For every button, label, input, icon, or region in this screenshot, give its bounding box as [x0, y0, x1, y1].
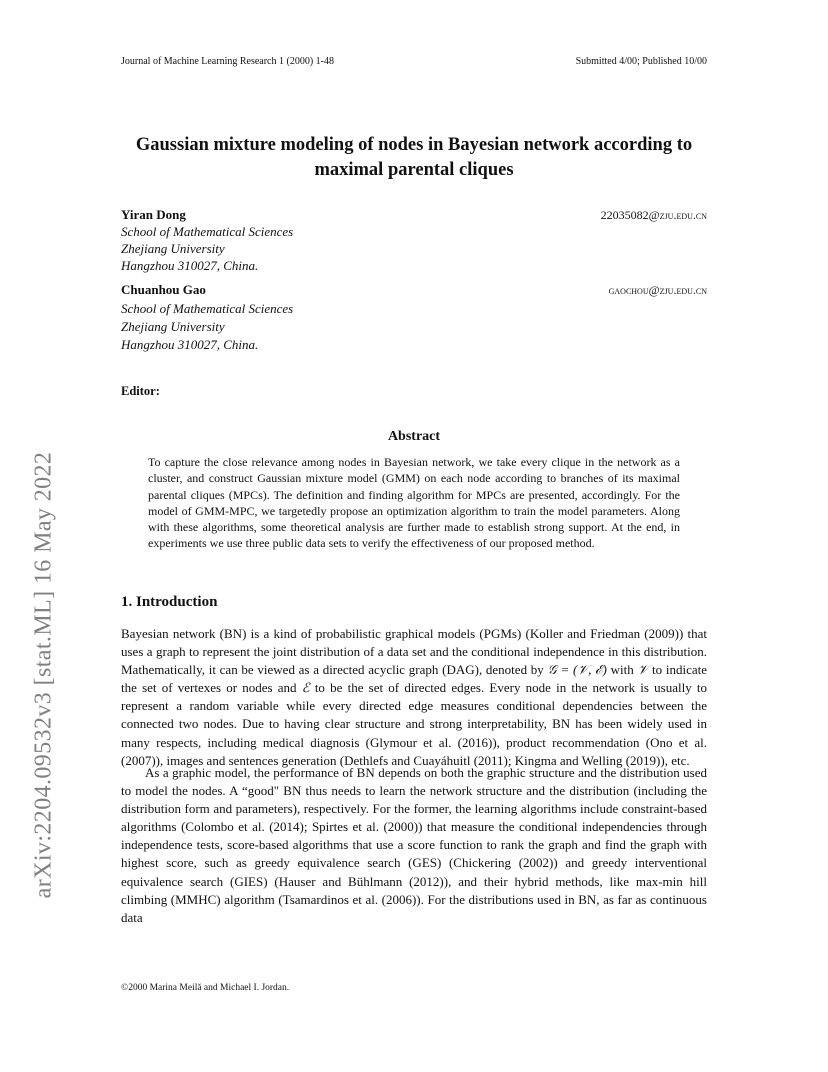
section-heading: 1. Introduction: [121, 594, 218, 610]
editor-label: Editor:: [121, 384, 160, 398]
paragraph-text: to be the set of directed edges. Every node in the network is usually to represent a random variable while every directed edge measures conditional dependencies between the connected two nodes. Due to having clear structure and strong interpretability, BN has been widely used in many respects, including medical diagnosis (Glymour et al. (2016)), product recommendation (Ono et al. (2007)), images and sentences generation (Dethlefs and Cuayáhuitl (2011); Kingma and Welling (2019)), etc.: [121, 680, 708, 768]
title-line-1: Gaussian mixture modeling of nodes in Bayesian network according to: [135, 135, 693, 155]
paragraph: As a graphic model, the performance of BN depends on both the graphic structure and the distribution used to model the nodes. A “good" BN thus needs to learn the network structure and the distribution (including the distribution form and parameters), respectively. For the former, the learning algorithms include constraint-based algorithms (Colombo et al. (2014); Spirtes et al. (2000)) that measure the conditional independencies through independence tests, score-based algorithms that use a score function to rank the graph and find the graph with highest score, such as greedy equivalence search (GES) (Chickering (2002)) and greedy interventional equivalence search (GIES) (Hauser and Bühlmann (2012)), and their hybrid methods, like max-min hill climbing (MMHC) algorithm (Tsamardinos et al. (2006)). For the distributions used in BN, as far as continuous data: [121, 765, 707, 925]
author-name: Chuanhou Gao: [121, 282, 206, 297]
author-affiliation-line: School of Mathematical Sciences: [121, 224, 294, 239]
arxiv-stamp: arXiv:2204.09532v3 [stat.ML] 16 May 2022: [30, 451, 57, 899]
author-affiliation-line: School of Mathematical Sciences: [121, 301, 294, 316]
paragraph-text: to indicate the set of vertexes or nodes and: [121, 662, 707, 696]
graph-notation: 𝒢 = (𝒱, ℰ): [547, 662, 607, 678]
abstract-heading: Abstract: [387, 429, 441, 444]
paragraph: [121, 625, 707, 770]
author-affiliation-line: Hangzhou 310027, China.: [121, 337, 259, 352]
author-email: 22035082@zju.edu.cn: [600, 208, 707, 222]
journal-header: Journal of Machine Learning Research 1 (2000) 1-48: [121, 56, 334, 67]
paragraph-text: Bayesian network (BN) is a kind of probabilistic graphical models (PGMs) (Koller and Friedman (2009)) that uses a graph to represent the joint distribution of a data set and the conditional independence in this distribution. Mathematically, it can be viewed as a directed acyclic graph (DAG), denoted by: [121, 626, 707, 678]
author-affiliation-line: Zhejiang University: [121, 241, 225, 256]
author-affiliation-line: Zhejiang University: [121, 319, 225, 334]
paper-title: [100, 133, 728, 183]
author-email: gaochou@zju.edu.cn: [608, 283, 707, 297]
title-line-2: maximal parental cliques: [314, 160, 514, 180]
edge-set-symbol: ℰ: [301, 680, 310, 696]
abstract-text: To capture the close relevance among nodes in Bayesian network, we take every clique in the network as a cluster, and construct Gaussian mixture model (GMM) on each node according to branches of its maximal parental cliques (MPCs). The definition and finding algorithm for MPCs are presented, accordingly. For the model of GMM-MPC, we targetedly propose an optimization algorithm to train the model parameters. Along with these algorithms, some theoretical analysis are further made to establish strong support. At the end, in experiments we use three public data sets to verify the effectiveness of our proposed method.: [148, 455, 680, 551]
submission-dates: Submitted 4/00; Published 10/00: [575, 56, 707, 67]
copyright-footer: ©2000 Marina Meilă and Michael I. Jordan.: [121, 983, 290, 993]
paragraph-text: with: [606, 662, 638, 678]
author-name: Yiran Dong: [121, 207, 186, 222]
vertex-set-symbol: 𝒱: [637, 662, 649, 678]
author-affiliation-line: Hangzhou 310027, China.: [121, 258, 259, 273]
